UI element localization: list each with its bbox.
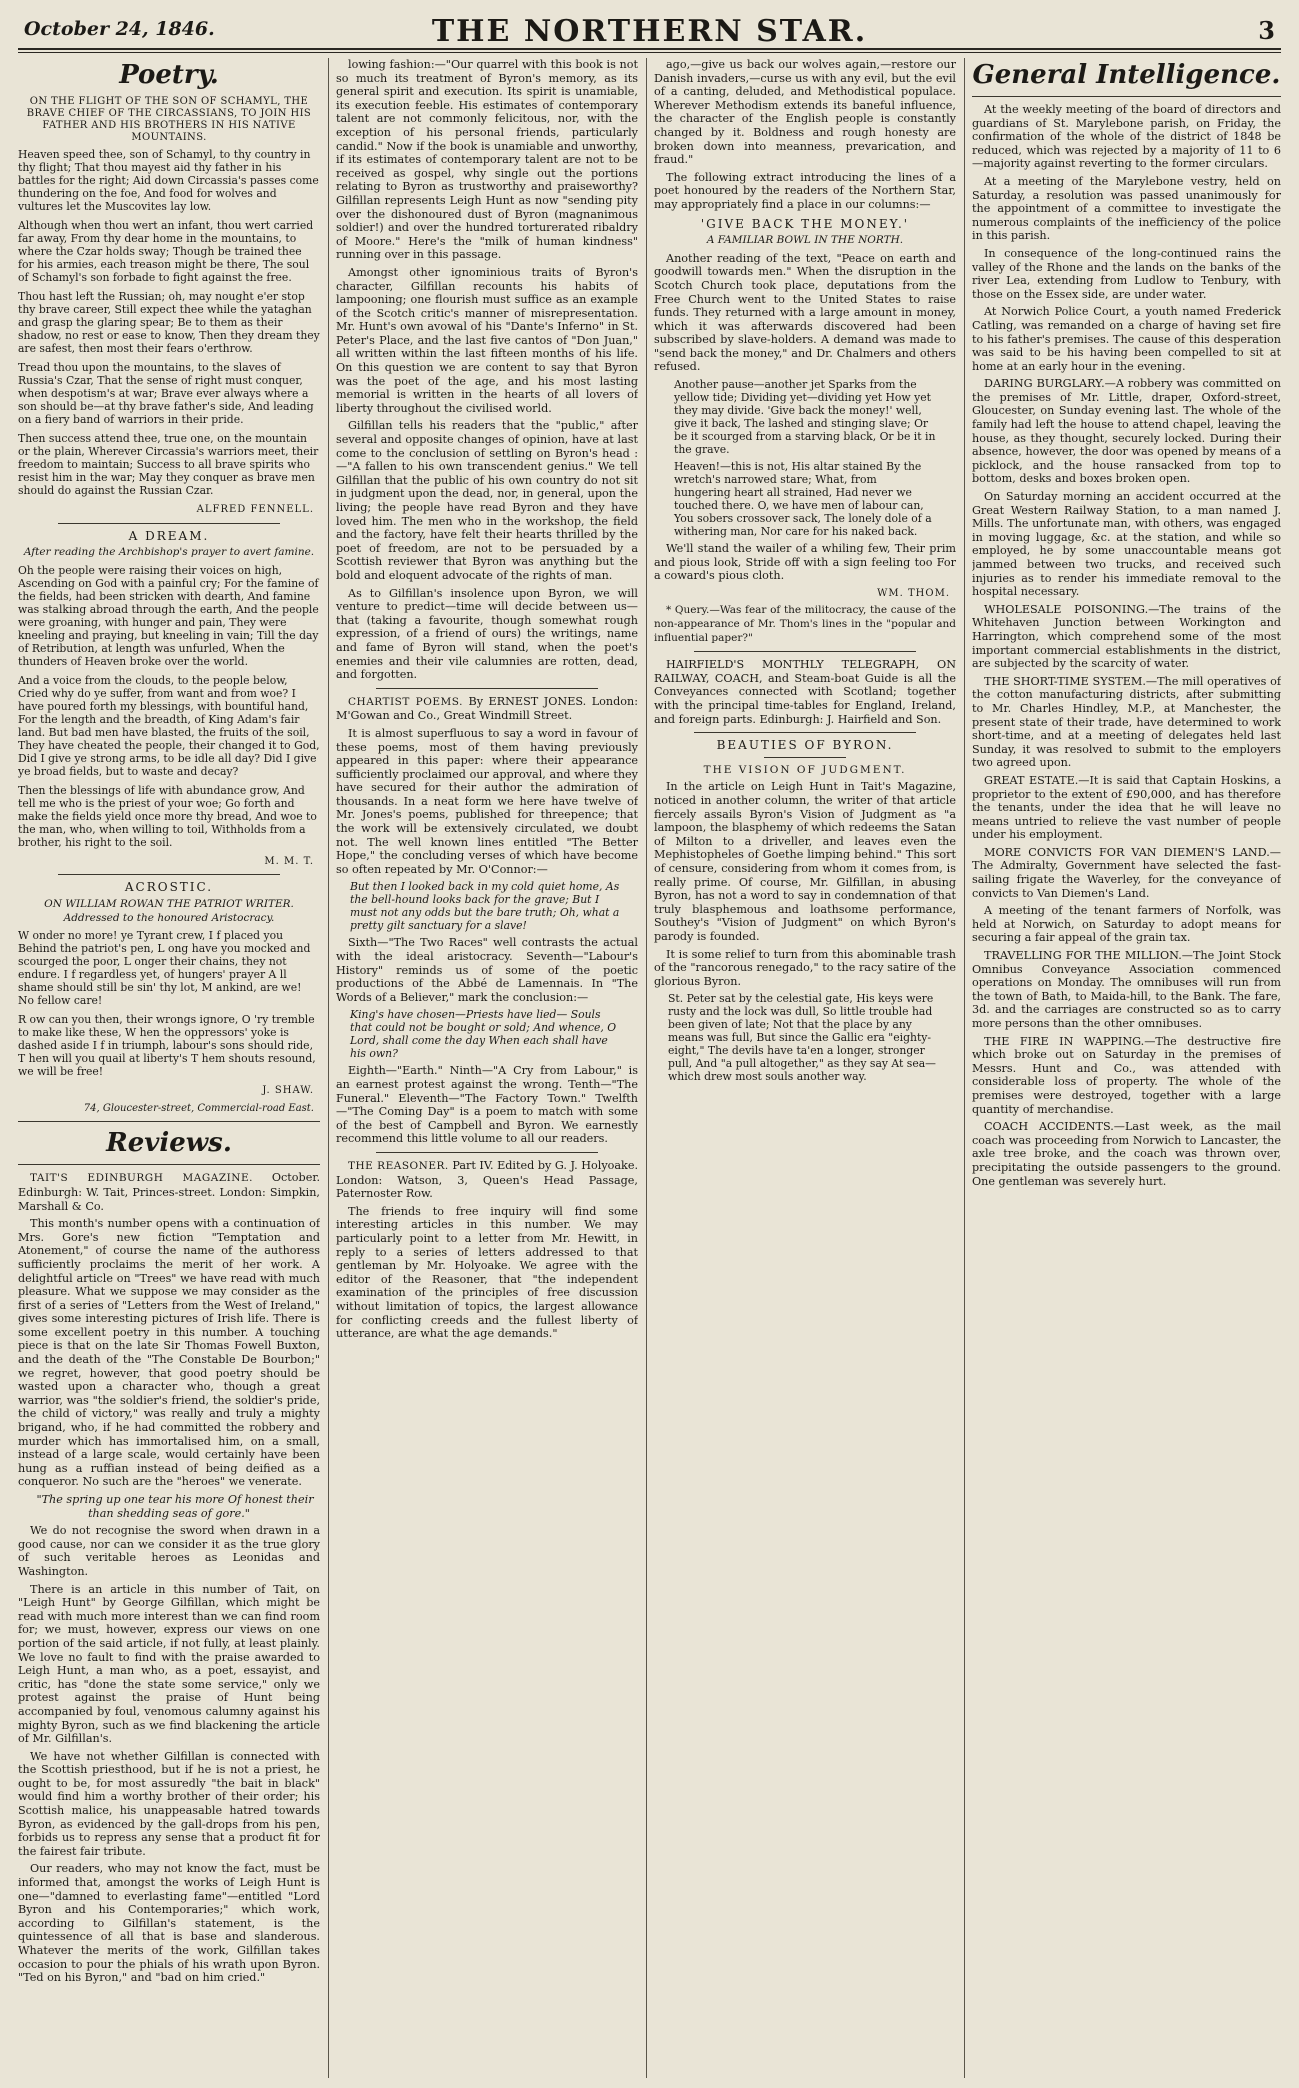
section-heading-reviews: Reviews. xyxy=(106,1128,232,1159)
review-paragraph: This month's number opens with a continuation of Mrs. Gore's new fiction "Temptation and Atonement," of course the name of the authoress sufficiently proclaims the merit of her work. A delightful article on "Trees" we have read with much pleasure. What we suppose we may consider as the first of a series of "Letters from the West of Ireland," gives some interesting pictures of Irish life. There is some excellent poetry in this number. A touching piece is that on the late Sir Thomas Fowell Buxton, and the death of the "The Constable De Bourbon;" we regret, however, that good poetry should be wasted upon a character who, though a great warrior, was "the soldier's friend, the soldier's pride, the child of victory," was really and truly a mighty brigand, who, if he had committed the robbery and murder which has immortalised him, on a small, instead of a large scale, would certainly have been hung as a ruffian instead of being deified as a conqueror. No such are the "heroes" we venerate. xyxy=(18,1217,320,1489)
column-4 xyxy=(972,58,1281,2078)
news-item: COACH ACCIDENTS.—Last week, as the mail coach was proceeding from Norwich to Lancaster, the axle tree broke, and the coach was thrown over, precipitating the outside passengers to the ground. One gentleman was severely hurt. xyxy=(972,1120,1281,1188)
review-paragraph: It is almost superfluous to say a word in favour of these poems, most of them having previously appeared in this paper: where their appearance sufficiently proclaimed our approval, and where they have secured for their author the admiration of thousands. In a neat form we here have twelve of Mr. Jones's poems, published for threepence; that the work will be extensively circulated, we doubt not. The well known lines entitled "The Better Hope," the concluding verses of which have become so often repeated by Mr. O'Connor:— xyxy=(336,726,638,876)
review-quote: "The spring up one tear his more Of honest their than shedding seas of gore." xyxy=(36,1493,314,1520)
poem-subtitle: ON WILLIAM ROWAN THE PATRIOT WRITER. Addressed to the honoured Aristocracy. xyxy=(44,897,294,924)
column-divider xyxy=(328,58,329,2078)
news-item: WHOLESALE POISONING.—The trains of the Whitehaven Junction between Workington and Harrington, which comprehend some of the most important commercial establishments in the district, are subjected by the scarcity of water. xyxy=(972,602,1281,671)
divider xyxy=(764,757,846,758)
poem-stanza: W onder no more! ye Tyrant crew, I f placed you Behind the patriot's pen, L ong have you mocked and scourged the poor, L onger their chains, they not endure. I f regardless yet, of hungers' prayer A ll shame should still be sin' thy lot, M ankind, are we! No fellow care! xyxy=(18,929,311,1008)
news-item: THE FIRE IN WAPPING.—The destructive fire which broke out on Saturday in the premises of Messrs. Hunt and Co., was attended with considerable loss of property. The whole of the premises were destroyed, together with a large quantity of merchandise. xyxy=(972,1034,1281,1116)
review-paragraph: There is an article in this number of Tait, on "Leigh Hunt" by George Gilfillan, which might be read with much more interest than we can find room for; we must, however, express our views on one portion of the said article, if not fully, at least plainly. We love no fault to find with the praise awarded to Leigh Hunt, a man who, as a poet, essayist, and critic, has "done the state some service," only we protest against the praise of Hunt being accompanied by foul, venomous calumny against his mighty Byron, such as we find blackening the article of Mr. Gilfillan's. xyxy=(18,1582,320,1746)
poem-stanza: Heaven!—this is not, His altar stained By the wretch's narrowed stare; What, from hungering heart all strained, Had never we touched there. O, we have men of labour can, You sobers crossover sack, The lonely dole of a withering man, Nor care for his naked back. xyxy=(674,460,932,539)
news-item: MORE CONVICTS FOR VAN DIEMEN'S LAND.—The Admiralty, Government have selected the fast-sailing frigate the Waverley, for the conveyance of convicts to Van Diemen's Land. xyxy=(972,845,1281,900)
poem-stanza: Then the blessings of life with abundance grow, And tell me who is the priest of your woe; Go forth and make the fields yield once more thy bread, And woe to the man, who, when willing to toil, Withholds from a brother, his right to the soil. xyxy=(18,783,317,849)
quoted-verse: St. Peter sat by the celestial gate, His keys were rusty and the lock was dull, So little trouble had been given of late; Not that the place by any means was full, But since the Gallic era "eighty-eight," The devils have ta'en a longer, stronger pull, And "a pull altogether," as they say At sea—which drew most souls another way. xyxy=(668,992,936,1084)
feature-title: BEAUTIES OF BYRON. xyxy=(716,738,894,753)
review-paragraph: The friends to free inquiry will find some interesting articles in this number. We may particularly point to a letter from Mr. Hewitt, in reply to a series of letters addressed to that gentleman by Mr. Holyoake. We agree with the editor of the Reasoner, that "the independent examination of the principles of free discussion without limitation of topics, the largest allowance for conflicting creeds and the fullest liberty of utterance, are what the age demands." xyxy=(336,1204,638,1341)
poem-subtitle: A FAMILIAR BOWL IN THE NORTH. xyxy=(706,234,904,247)
poem-stanza: Although when thou wert an infant, thou wert carried far away, From thy dear home in the mountains, to where the Czar holds sway; Though be trained thee for his armies, each treason might be there, The soul of Schamyl's son forbade to fight against the free. xyxy=(18,219,314,284)
divider xyxy=(18,1121,320,1122)
article-paragraph: As to Gilfillan's insolence upon Byron, we will venture to predict—time will decide between us—that (taking a favourite, though somewhat rough expression, of a friend of ours) the writings, name and fame of Byron will stand, when the poet's enemies and their vile calumnies are rotten, dead, and forgotten. xyxy=(336,586,638,682)
header-rule xyxy=(18,52,1281,53)
article-paragraph: Amongst other ignominious traits of Byron's character, Gilfillan recounts his habits of lampooning; one flourish must suffice as an example of the Scotch critic's manner of misrepresentation. Mr. Hunt's own avowal of his "Dante's Inferno" in St. Peter's Place, and the last five cantos of "Don Juan," all written within the last fifteen months of his life. On this question we are content to say that Byron was the poet of the age, and his most lasting memorial is written in the hearts of all lovers of liberty throughout the civilised world. xyxy=(336,265,638,415)
section-heading-poetry: Poetry. xyxy=(119,60,219,90)
poem-stanza: Thou hast left the Russian; oh, may nought e'er stop thy brave career, Still expect thee while the yataghan and grasp the glaring spear; Be to them as their shadow, no rest or ease to know, Then they dream they are safest, then most their fears o'erthrow. xyxy=(18,290,320,355)
divider xyxy=(694,732,916,733)
footnote: * Query.—Was fear of the militocracy, the cause of the non-appearance of Mr. Thom's lines in the "popular and influential paper?" xyxy=(654,604,956,644)
review-title: THE REASONER. xyxy=(348,1159,449,1172)
review-paragraph: Our readers, who may not know the fact, must be informed that, amongst the works of Leigh Hunt is one—"damned to everlasting fame"—entitled "Lord Byron and his Contemporaries;" which work, according to Gilfillan's statement, is the quintessence of all that is base and slanderous. Whatever the merits of the work, Gilfillan takes occasion to pour the phials of his wrath upon Byron. "Ted on his Byron," and "bad on him cried." xyxy=(18,1862,320,1985)
news-item: On Saturday morning an accident occurred at the Great Western Railway Station, to a man named J. Mills. The unfortunate man, with others, was engaged in moving luggage, &c. at the station, and while so employed, he by some unaccountable means got jammed between two trucks, and received such injuries as to render his immediate removal to the hospital necessary. xyxy=(972,490,1281,599)
poem-body xyxy=(18,148,320,497)
column-divider xyxy=(646,58,647,2078)
newspaper-title: THE NORTHERN STAR. xyxy=(431,14,868,49)
review-paragraph: We do not recognise the sword when drawn in a good cause, nor can we consider it as the true glory of such veritable heroes as Leonidas and Washington. xyxy=(18,1524,320,1578)
poem-signature: ALFRED FENNELL. xyxy=(196,504,314,515)
news-item: DARING BURGLARY.—A robbery was committed on the premises of Mr. Little, draper, Oxford-street, Gloucester, on Sunday evening last. The whole of the family had left the house to attend chapel, leaving the house, as they thought, securely locked. During their absence, however, the door was opened by means of a picklock, and the house ransacked from top to bottom, desks and boxes broken open. xyxy=(972,377,1281,486)
review-lead: October. Edinburgh: W. Tait, Princes-street. London: Simpkin, Marshall & Co. xyxy=(18,1171,320,1213)
article-paragraph: In the article on Leigh Hunt in Tait's Magazine, noticed in another column, the writer of that article fiercely assails Byron's Vision of Judgment as "a lampoon, the blasphemy of which redeems the Satan of Milton to a driveller, and leaves even the Mephistopheles of Goethe limping behind." This sort of censure, considering from whom it comes from, is really prime. Of course, Mr. Gilfillan, in abusing Byron, has not a word to say in condemnation of that truly blasphemous and loathsome performance, Southey's "Vision of Judgment" on which Byron's parody is founded. xyxy=(654,780,956,943)
news-item: THE SHORT-TIME SYSTEM.—The mill operatives of the cotton manufacturing districts, after submitting to Mr. Charles Hindley, M.P., at Manchester, the present state of their trade, have determined to work short-time, and at a meeting of delegates held last Sunday, it was resolved to submit to the employers two agreed upon. xyxy=(972,674,1281,770)
column-3 xyxy=(654,58,956,2078)
column-divider xyxy=(964,58,965,2078)
section-heading-general-intelligence: General Intelligence. xyxy=(972,60,1281,90)
poem-signature: WM. THOM. xyxy=(877,587,950,599)
notice-paragraph: HAIRFIELD'S MONTHLY TELEGRAPH, ON RAILWAY, COACH, and Steam-boat Guide is all the Conveyances connected with Scotland; together with the principal time-tables for England, Ireland, and foreign parts. Edinburgh: J. Hairfield and Son. xyxy=(654,658,956,726)
article-paragraph: lowing fashion:—"Our quarrel with this book is not so much its treatment of Byron's memory, as its general spirit and execution. Its spirit is unamiable, its execution feeble. His estimates of contemporary talent are not commonly felicitous, nor, with the exception of his personal friends, particularly candid." Now if the book is unamiable and unworthy, if its estimates of contemporary talent are not to be received as gospel, why single out the portions relating to Byron as trustworthy and praiseworthy? Gilfillan represents Leigh Hunt as now "sending pity over the dishonoured dust of Byron (magnanimous soldier!) and over the hundred torturerated ribaldry of Moore." Here's the "milk of human kindness" running over in this passage. xyxy=(336,58,638,262)
poem-title: ON THE FLIGHT OF THE SON OF SCHAMYL, THE BRAVE CHIEF OF THE CIRCASSIANS, TO JOIN HIS FATHER AND HIS BROTHERS IN HIS NATIVE MOUNTAINS. xyxy=(26,96,312,143)
column-1 xyxy=(18,58,320,2078)
poem-stanza: Oh the people were raising their voices on high, Ascending on God with a painful cry; For the famine of the fields, had been stricken with dearth, And famine was stalking abroad through the earth, And the people were groaning, with hunger and pain, They were kneeling and praying, but kneeling in vain; Till the day of Retribution, at length was unfurled, When the thunders of Heaven broke over the world. xyxy=(18,563,319,668)
poem-stanza: Another pause—another jet Sparks from the yellow tide; Dividing yet—dividing yet How yet they may divide. 'Give back the money!' well, give it back, The lashed and stinging slave; Or be it scourged from a starving black, Or be it in the grave. xyxy=(674,378,936,457)
poem-subtitle: After reading the Archbishop's prayer to avert famine. xyxy=(23,546,315,559)
review-paragraph: We have not whether Gilfillan is connected with the Scottish priesthood, but if he is not a priest, he ought to be, for most assuredly "the bait in black" would find him a worthy brother of their order; his Scottish malice, his unappeasable hatred towards Byron, as evidenced by the gall-drops from his pen, forbids us to repress any sense that a product fit for the fairest fair tribute. xyxy=(18,1749,320,1858)
poem-body xyxy=(18,564,320,849)
poem-stanza: R ow can you then, their wrongs ignore, O 'ry tremble to make like these, W hen the oppressors' yoke is dashed aside I f in triumph, labour's sons should ride, T hen will you quail at liberty's T hem shouts resound, we will be free! xyxy=(18,1013,316,1079)
news-item: In consequence of the long-continued rains the valley of the Rhone and the lands on the banks of the river Lea, extending from Ludlow to Tenbury, with those on the Essex side, are under water. xyxy=(972,246,1281,301)
divider xyxy=(972,96,1281,97)
news-item: GREAT ESTATE.—It is said that Captain Hoskins, a proprietor to the extent of £90,000, and has therefore the tenants, under the idea that he will leave no means untried to relieve the vast number of people under his employment. xyxy=(972,773,1281,842)
divider xyxy=(694,651,916,652)
news-item: At a meeting of the Marylebone vestry, held on Saturday, a resolution was passed unanimously for the appointment of a committee to investigate the numerous complaints of the inefficiency of the police in this parish. xyxy=(972,174,1281,243)
poem-signature: M. M. T. xyxy=(264,855,314,867)
masthead-bar xyxy=(18,8,1281,50)
quoted-verse: But then I looked back in my cold quiet home, As the bell-hound looks back for the grave; But I must not any odds but the bare truth; Oh, what a pretty gilt sanctuary for a slave! xyxy=(350,880,620,933)
review-lead: By ERNEST JONES. London: M'Gowan and Co., Great Windmill Street. xyxy=(336,694,638,723)
author-address: 74, Gloucester-street, Commercial-road East. xyxy=(83,1102,314,1114)
column-2 xyxy=(336,58,638,2078)
news-item: At the weekly meeting of the board of directors and guardians of St. Marylebone parish, on Friday, the confirmation of the whole of the district of 1848 be reduced, which was rejected by a majority of 11 to 6—majority against reverting to the former circulars. xyxy=(972,103,1281,171)
poem-title: 'GIVE BACK THE MONEY.' xyxy=(700,216,910,231)
poem-stanza: Tread thou upon the mountains, to the slaves of Russia's Czar, That the sense of right must conquer, when despotism's at war; Brave ever always where a son should be—at thy brave father's side, And leading on a fiery band of warriors in their pride. xyxy=(18,361,314,426)
article-paragraph: It is some relief to turn from this abominable trash of the "rancorous renegado," to the racy satire of the glorious Byron. xyxy=(654,947,956,988)
poem-title: A DREAM. xyxy=(128,528,210,543)
article-paragraph: We'll stand the wailer of a whiling few, Their prim and pious look, Stride off with a sign feeling too For a coward's pious cloth. xyxy=(654,542,956,583)
poem-stanza: Then success attend thee, true one, on the mountain or the plain, Wherever Circassia's warriors meet, their freedom to maintain; Success to all brave spirits who resist him in the war; May they conquer as brave men should do against the Russian Czar. xyxy=(18,432,319,497)
divider xyxy=(18,1164,320,1165)
article-paragraph: The following extract introducing the lines of a poet honoured by the readers of the Northern Star, may appropriately find a place in our columns:— xyxy=(654,170,956,211)
review-title: TAIT'S EDINBURGH MAGAZINE. xyxy=(30,1172,253,1185)
divider xyxy=(58,874,280,875)
feature-subtitle: THE VISION OF JUDGMENT. xyxy=(703,763,907,776)
issue-date: October 24, 1846. xyxy=(24,18,215,40)
quoted-verse: King's have chosen—Priests have lied— Souls that could not be bought or sold; And whence, O Lord, shall come the day When each shall have his own? xyxy=(350,1008,617,1061)
poem-stanza: Heaven speed thee, son of Schamyl, to thy country in thy flight; That thou mayest aid thy father in his battles for the right; Aid down Circassia's passes come thundering on the foe, And food for wolves and vultures let the Muscovites lay low. xyxy=(18,148,319,213)
poem-signature: J. SHAW. xyxy=(262,1085,314,1097)
review-paragraph: Eighth—"Earth." Ninth—"A Cry from Labour," is an earnest protest against the wrong. Tenth—"The Funeral." Eleventh—"The Factory Town." Twelfth—"The Coming Day" is a poem to match with some of the best of Campbell and Byron. We earnestly recommend this little volume to all our readers. xyxy=(336,1064,638,1146)
poem-stanza: And a voice from the clouds, to the people below, Cried why do ye suffer, from want and from woe? I have poured forth my blessings, with bountiful hand, For the length and the breadth, of King Adam's fair land. But bad men have blasted, the fruits of the soil, They have cheated the people, their changed it to God, Did I give ye strong arms, to be idle all day? Did I give ye broad fields, but to waste and decay? xyxy=(18,673,320,778)
article-paragraph: ago,—give us back our wolves again,—restore our Danish invaders,—curse us with any evil, but the evil of a canting, deluded, and Methodistical populace. Wherever Methodism extends its baneful influence, the character of the English people is constantly changed by it. Boldness and rough honesty are broken down into meanness, prevarication, and fraud." xyxy=(654,58,956,167)
divider xyxy=(376,688,598,689)
poem-title: ACROSTIC. xyxy=(124,880,214,895)
news-item: A meeting of the tenant farmers of Norfolk, was held at Norwich, on Saturday to adopt means for securing a fair appeal of the grain tax. xyxy=(972,904,1281,945)
poem-body xyxy=(18,929,320,1078)
divider xyxy=(58,523,280,524)
news-item: TRAVELLING FOR THE MILLION.—The Joint Stock Omnibus Conveyance Association commenced operations on Monday. The omnibuses will run from the town of Bath, to Maida-hill, to the Bank. The fare, 3d. and the carriages are constructed so as to carry more persons than the other omnibuses. xyxy=(972,949,1281,1030)
article-paragraph: Gilfillan tells his readers that the "public," after several and opposite changes of opinion, have at last come to the conclusion of settling on Byron's head :—"A fallen to his own transcendent genius." We tell Gilfillan that the public of his own country do not sit in judgment upon the dead, nor, in general, upon the living; the people have read Byron and they have loved him. The men who in the workshop, the field and the factory, have felt their hearts thrilled by the poet of freedom, are not to be persuaded by a Scottish reviewer that Byron was anything but the bold and eloquent advocate of the rights of man. xyxy=(336,419,638,582)
article-paragraph: Another reading of the text, "Peace on earth and goodwill towards men." When the disruption in the Scotch Church took place, deputations from the Free Church went to the United States to raise funds. They returned with a large amount in money, which it was afterwards discovered had been subscribed by slave-holders. A demand was made to "send back the money," and Dr. Chalmers and others refused. xyxy=(654,251,956,374)
news-item: At Norwich Police Court, a youth named Frederick Catling, was remanded on a charge of having set fire to his father's premises. The cause of this desperation was said to be his having been compelled to sit at home at an early hour in the evening. xyxy=(972,305,1281,373)
divider xyxy=(376,1152,598,1153)
page-number: 3 xyxy=(1258,16,1275,45)
review-lead: Part IV. Edited by G. J. Holyoake. London: Watson, 3, Queen's Head Passage, Paternoster Row. xyxy=(336,1158,638,1201)
review-paragraph: Sixth—"The Two Races" well contrasts the actual with the ideal aristocracy. Seventh—"Labour's History" reminds us of some of the poetic productions of the Abbé de Lamennais. In "The Words of a Believer," mark the conclusion:— xyxy=(336,936,638,1004)
review-title: CHARTIST POEMS. xyxy=(348,695,463,708)
